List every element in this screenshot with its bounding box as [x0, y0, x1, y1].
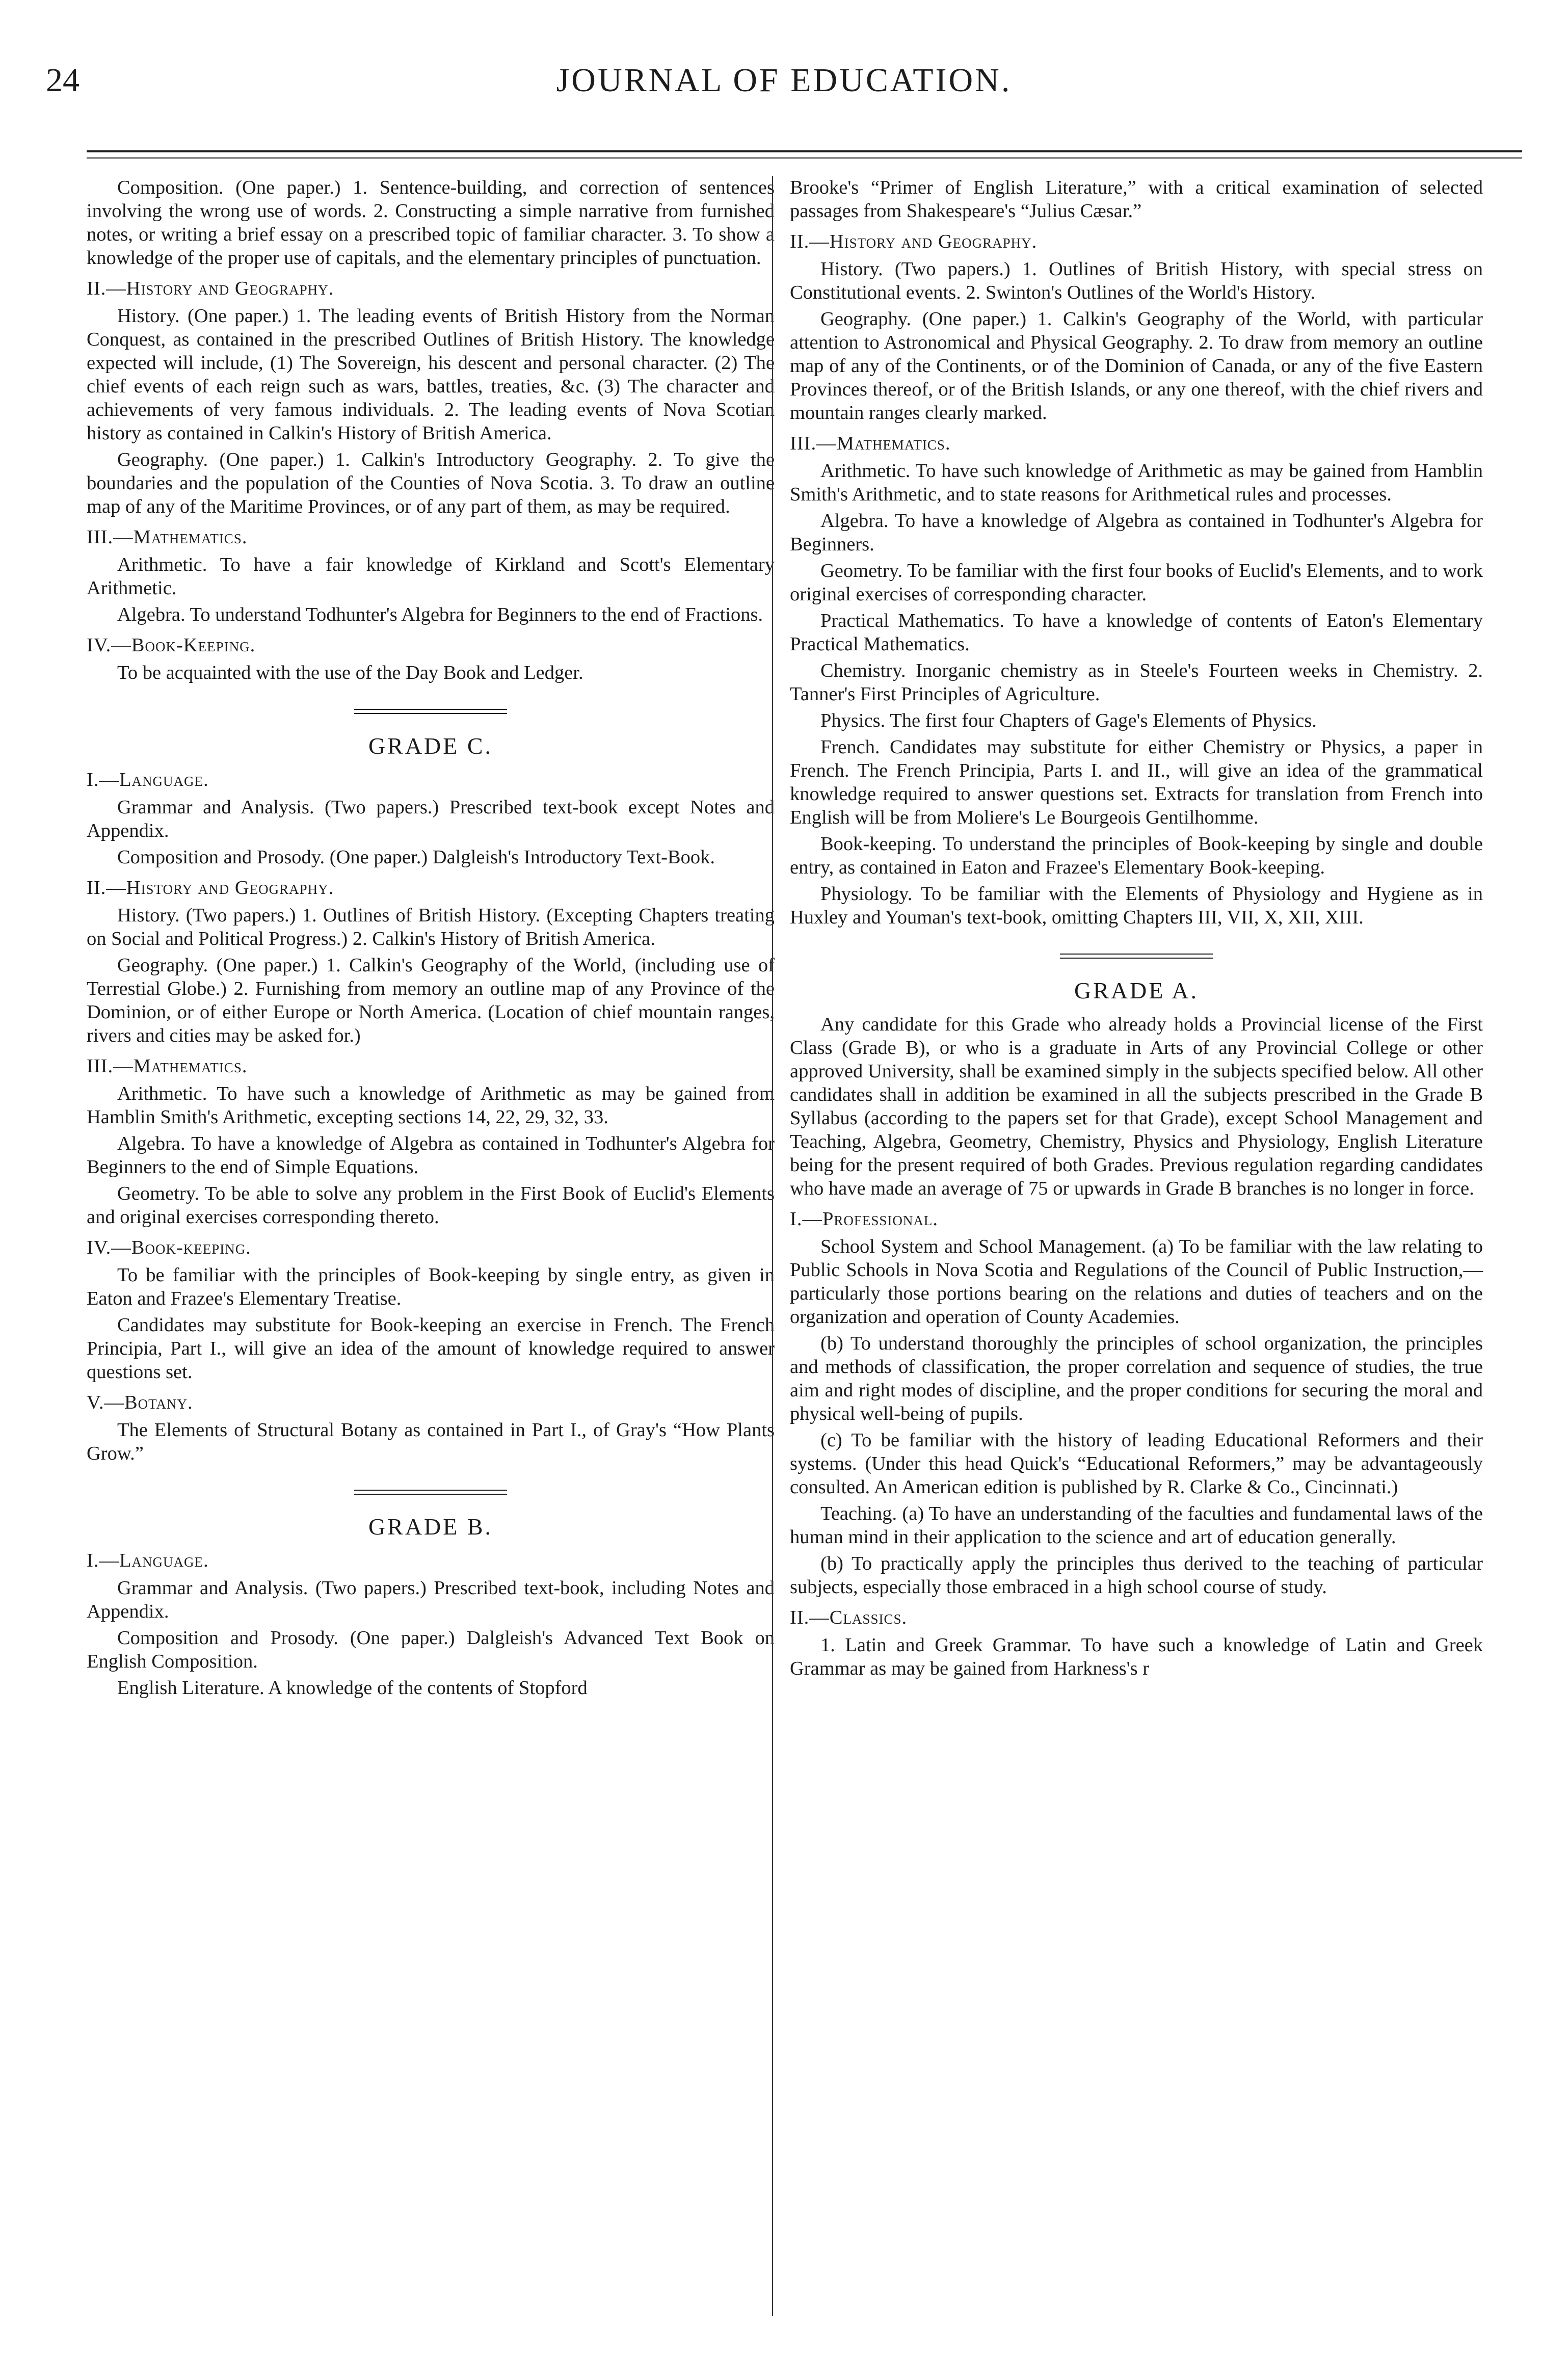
paragraph: Geography. (One paper.) 1. Calkin's Geography of the World, (including use of Terrestial Globe.) 2. Furnishing from memory an outline map of any Province of the Dominion, or of either Europe or North America. (Location of chief mountain ranges, rivers and cities may be asked for.): [87, 955, 775, 1046]
section-heading: III.—Mathematics.: [87, 1055, 248, 1077]
paragraph: Physics. The first four Chapters of Gage's Elements of Physics.: [820, 710, 1317, 731]
right-column: [790, 176, 1483, 1683]
paragraph: Geography. (One paper.) 1. Calkin's Introductory Geography. 2. To give the boundaries and the population of the Counties of Nova Scotia. 3. To draw an outline map of any of the Maritime Provinces, or of any part of them, as may be required.: [87, 449, 775, 517]
paragraph: Algebra. To have a knowledge of Algebra as contained in Todhunter's Algebra for Beginners to the end of Simple Equations.: [87, 1133, 775, 1178]
section-separator: [354, 709, 507, 714]
paragraph: Any candidate for this Grade who already holds a Provincial license of the First Class (Grade B), or who is a graduate in Arts of any Provincial College or other approved University, shall be examined simply in the subjects specified below. All other candidates shall in addition be examined in all the subjects prescribed in the Grade B Syllabus (according to the papers set for that Grade), except School Management and Teaching, Algebra, Geometry, Chemistry, Physics and Physiology, English Literature being for the present required of both Grades. Previous regulation regarding candidates who have made an average of 75 or upwards in Grade B branches is no longer in force.: [790, 1014, 1483, 1199]
section-heading: I.—Language.: [87, 1550, 209, 1571]
paragraph: History. (Two papers.) 1. Outlines of British History, with special stress on Constitutional events. 2. Swinton's Outlines of the World's History.: [790, 258, 1483, 303]
paragraph: (c) To be familiar with the history of leading Educational Reformers and their systems. (Under this head Quick's “Educational Reformers,” may be advantageously consulted. An American edition is published by R. Clarke & Co., Cincinnati.): [790, 1430, 1483, 1498]
paragraph: To be familiar with the principles of Book-keeping by single entry, as given in Eaton and Frazee's Elementary Treatise.: [87, 1264, 775, 1309]
paragraph: Grammar and Analysis. (Two papers.) Prescribed text-book, including Notes and Appendix.: [87, 1577, 775, 1622]
paragraph: Algebra. To understand Todhunter's Algebra for Beginners to the end of Fractions.: [117, 604, 763, 625]
grade-heading: GRADE A.: [1074, 977, 1199, 1003]
paragraph: Physiology. To be familiar with the Elements of Physiology and Hygiene as in Huxley and Youman's text-book, omitting Chapters III, VII, X, XII, XIII.: [790, 883, 1483, 928]
paragraph: To be acquainted with the use of the Day Book and Ledger.: [117, 662, 583, 683]
paragraph: Composition. (One paper.) 1. Sentence-building, and correction of sentences involving the wrong use of words. 2. Constructing a simple narrative from furnished notes, or writing a brief essay on a prescribed topic of familiar character. 3. To show a knowledge of the proper use of capitals, and the elementary principles of punctuation.: [87, 177, 775, 269]
left-column: [87, 176, 775, 1703]
journal-title: JOURNAL OF EDUCATION.: [556, 62, 1012, 99]
section-separator: [1060, 954, 1213, 959]
paragraph: Grammar and Analysis. (Two papers.) Prescribed text-book except Notes and Appendix.: [87, 797, 775, 841]
section-heading: II.—History and Geography.: [790, 231, 1038, 252]
paragraph: Geometry. To be able to solve any problem in the First Book of Euclid's Elements and original exercises corresponding thereto.: [87, 1183, 775, 1228]
paragraph: Chemistry. Inorganic chemistry as in Steele's Fourteen weeks in Chemistry. 2. Tanner's First Principles of Agriculture.: [790, 660, 1483, 705]
paragraph: Arithmetic. To have a fair knowledge of Kirkland and Scott's Elementary Arithmetic.: [87, 554, 775, 599]
paragraph: (b) To understand thoroughly the principles of school organization, the principles and methods of classification, the proper correlation and sequence of studies, the true aim and right modes of discipline, and the proper conditions for securing the moral and physical well-being of pupils.: [790, 1333, 1483, 1424]
paragraph: Book-keeping. To understand the principles of Book-keeping by single and double entry, as contained in Eaton and Frazee's Elementary Book-keeping.: [790, 833, 1483, 878]
section-heading: III.—Mathematics.: [790, 433, 951, 454]
paragraph: Algebra. To have a knowledge of Algebra as contained in Todhunter's Algebra for Beginners.: [790, 510, 1483, 555]
paragraph: History. (One paper.) 1. The leading events of British History from the Norman Conquest, as contained in the prescribed Outlines of British History. The knowledge expected will include, (1) The Sovereign, his descent and personal character. (2) The chief events of each reign such as wars, battles, treaties, &c. (3) The character and achievements of very famous individuals. 2. The leading events of Nova Scotian history as contained in Calkin's History of British America.: [87, 305, 775, 444]
paragraph: Geometry. To be familiar with the first four books of Euclid's Elements, and to work original exercises of corresponding character.: [790, 560, 1483, 605]
page-header: [31, 41, 1537, 127]
paragraph: Brooke's “Primer of English Literature,” with a critical examination of selected passages from Shakespeare's “Julius Cæsar.”: [790, 177, 1483, 222]
section-heading: I.—Professional.: [790, 1208, 939, 1230]
section-heading: II.—History and Geography.: [87, 877, 334, 898]
header-rule: [87, 150, 1522, 158]
section-heading: III.—Mathematics.: [87, 526, 248, 548]
paragraph: History. (Two papers.) 1. Outlines of British History. (Excepting Chapters treating on Social and Political Progress.) 2. Calkin's History of British America.: [87, 905, 775, 949]
paragraph: English Literature. A knowledge of the contents of Stopford: [117, 1677, 588, 1699]
section-heading: II.—Classics.: [790, 1607, 908, 1628]
column-divider: [772, 176, 773, 2316]
paragraph: Arithmetic. To have such a knowledge of Arithmetic as may be gained from Hamblin Smith's Arithmetic, excepting sections 14, 22, 29, 32, 33.: [87, 1083, 775, 1128]
paragraph: Geography. (One paper.) 1. Calkin's Geography of the World, with particular attention to Astronomical and Physical Geography. 2. To draw from memory an outline map of any of the Continents, or of the Dominion of Canada, or any of the five Eastern Provinces thereof, or of the British Islands, or any one thereof, with the chief rivers and mountain ranges clearly marked.: [790, 308, 1483, 424]
paragraph: Arithmetic. To have such knowledge of Arithmetic as may be gained from Hamblin Smith's Arithmetic, and to state reasons for Arithmetical rules and processes.: [790, 460, 1483, 505]
section-heading: V.—Botany.: [87, 1392, 193, 1413]
grade-heading: GRADE B.: [368, 1514, 493, 1540]
paragraph: Practical Mathematics. To have a knowledge of contents of Eaton's Elementary Practical Mathematics.: [790, 610, 1483, 655]
paragraph: School System and School Management. (a) To be familiar with the law relating to Public Schools in Nova Scotia and Regulations of the Council of Public Instruction,—particularly those portions bearing on the relations and duties of teachers and on the organization and operation of County Academies.: [790, 1236, 1483, 1328]
paragraph: 1. Latin and Greek Grammar. To have such a knowledge of Latin and Greek Grammar as may be gained from Harkness's r: [790, 1634, 1483, 1679]
paragraph: Composition and Prosody. (One paper.) Dalgleish's Advanced Text Book on English Composition.: [87, 1627, 775, 1672]
grade-heading: GRADE C.: [368, 733, 493, 759]
paragraph: (b) To practically apply the principles thus derived to the teaching of particular subjects, especially those embraced in a high school course of study.: [790, 1553, 1483, 1598]
section-separator: [354, 1490, 507, 1495]
page-number: 24: [46, 62, 79, 99]
section-heading: IV.—Book-Keeping.: [87, 634, 256, 656]
section-heading: IV.—Book-keeping.: [87, 1237, 251, 1258]
paragraph: Composition and Prosody. (One paper.) Dalgleish's Introductory Text-Book.: [117, 847, 715, 868]
paragraph: French. Candidates may substitute for either Chemistry or Physics, a paper in French. The French Principia, Parts I. and II., will give an idea of the grammatical knowledge required to answer questions set. Extracts for translation from French into English will be from Moliere's Le Bourgeois Gentilhomme.: [790, 736, 1483, 828]
paragraph: Teaching. (a) To have an understanding of the faculties and fundamental laws of the human mind in their application to the science and art of education generally.: [790, 1503, 1483, 1548]
section-heading: I.—Language.: [87, 769, 209, 790]
paragraph: Candidates may substitute for Book-keeping an exercise in French. The French Principia, Part I., will give an idea of the amount of knowledge required to answer questions set.: [87, 1314, 775, 1383]
section-heading: II.—History and Geography.: [87, 278, 334, 299]
paragraph: The Elements of Structural Botany as contained in Part I., of Gray's “How Plants Grow.”: [87, 1419, 775, 1464]
